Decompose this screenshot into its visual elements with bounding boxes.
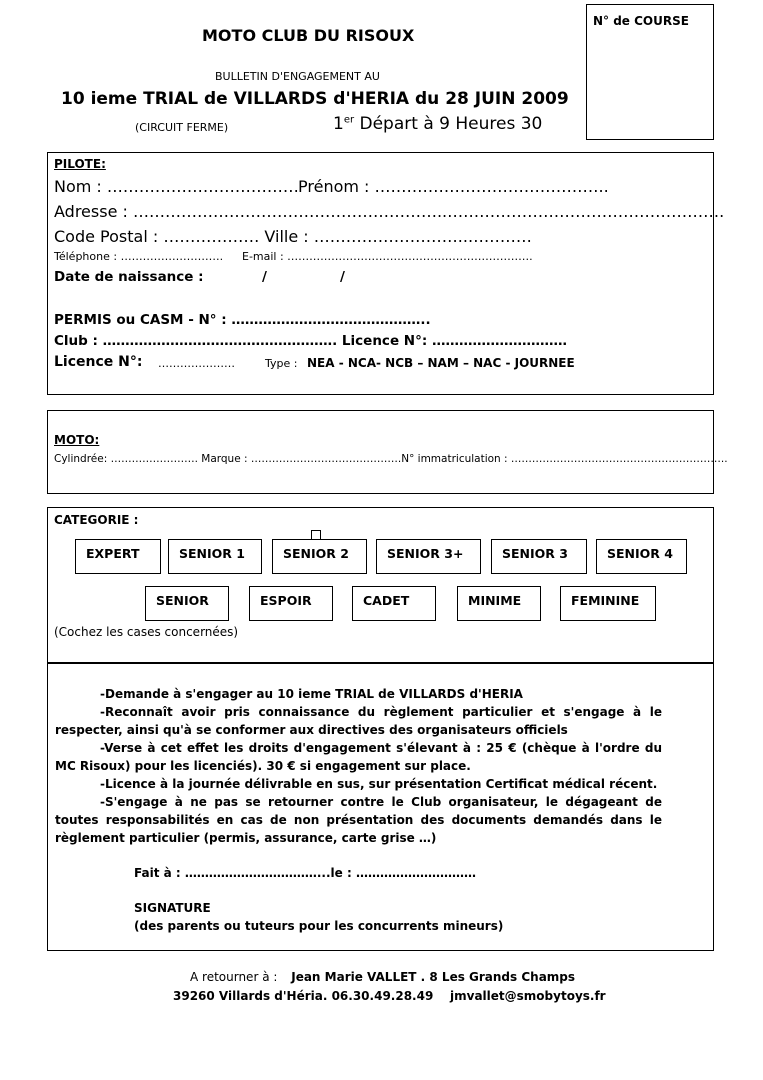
date-slash-2: /	[340, 269, 345, 285]
declaration-p1: -Demande à s'engager au 10 ieme TRIAL de VILLARDS d'HERIA	[100, 687, 523, 701]
permis-field[interactable]: PERMIS ou CASM - N° : ……………………………………..	[54, 312, 431, 328]
nom-field[interactable]: Nom : ………………………………	[54, 177, 299, 196]
bulletin-text: BULLETIN D'ENGAGEMENT AU	[215, 70, 380, 83]
retour-label: A retourner à :	[190, 970, 278, 984]
type-values: NEA - NCA- NCB – NAM – NAC - JOURNEE	[307, 356, 575, 370]
categorie-note: (Cochez les cases concernées)	[54, 625, 239, 639]
category-senior-1[interactable]: SENIOR 1	[168, 539, 262, 574]
fait-field[interactable]: Fait à : ……………………………...le : …………………………	[134, 866, 476, 880]
date-slash-1: /	[262, 269, 267, 285]
club-title: MOTO CLUB DU RISOUX	[202, 26, 415, 45]
circuit-text: (CIRCUIT FERME)	[135, 121, 229, 134]
licence-label: Licence N°:	[54, 354, 143, 370]
date-naissance-label: Date de naissance :	[54, 269, 204, 285]
signature-note: (des parents ou tuteurs pour les concurrents mineurs)	[134, 919, 504, 933]
licence-dots[interactable]: …………………	[158, 357, 235, 370]
signature-label: SIGNATURE	[134, 901, 211, 915]
telephone-field[interactable]: Téléphone : ……………………….	[54, 250, 224, 263]
email-field[interactable]: E-mail : ………………………………………………………….	[242, 250, 533, 263]
footer-line-1	[190, 970, 575, 984]
category-cadet[interactable]: CADET	[352, 586, 436, 621]
adresse-field[interactable]: Adresse : …………………………………………………..…………………………………………….	[54, 202, 725, 221]
pilote-title: PILOTE:	[54, 157, 106, 171]
depart-text: 1er Départ à 9 Heures 30	[333, 114, 543, 134]
category-minime[interactable]: MINIME	[457, 586, 541, 621]
event-title: 10 ieme TRIAL de VILLARDS d'HERIA du 28 JUIN 2009	[61, 89, 569, 109]
club-licence-field[interactable]: Club : ……………………………………………. Licence N°: …………………………	[54, 333, 567, 349]
race-number-box[interactable]	[586, 4, 714, 140]
footer-line-2: 39260 Villards d'Héria. 06.30.49.28.49 jmvallet@smobytoys.fr	[173, 989, 606, 1003]
category-feminine[interactable]: FEMININE	[560, 586, 656, 621]
code-postal-ville-field[interactable]: Code Postal : ……………… Ville : ………………………..…………	[54, 227, 532, 246]
category-senior-4[interactable]: SENIOR 4	[596, 539, 687, 574]
declaration-p4: -Licence à la journée délivrable en sus, sur présentation Certificat médical récent.	[100, 777, 658, 791]
type-label: Type :	[265, 357, 298, 370]
category-senior[interactable]: SENIOR	[145, 586, 229, 621]
retour-address: Jean Marie VALLET . 8 Les Grands Champs	[291, 970, 576, 984]
category-espoir[interactable]: ESPOIR	[249, 586, 333, 621]
declaration-p5: -S'engage à ne pas se retourner contre le Club organisateur, le dégageant de toutes responsabilités en cas de non présentation des documents demandés dans le règlement particulier (permis, assurance, carte grise …)	[55, 795, 662, 845]
declaration-p2: -Reconnaît avoir pris connaissance du règlement particulier et s'engage à le respecter, ainsi qu'à se conformer aux directives des organisateurs officiels	[55, 705, 662, 737]
declaration-text	[55, 685, 662, 847]
category-expert[interactable]: EXPERT	[75, 539, 161, 574]
categorie-section	[47, 507, 714, 663]
moto-title: MOTO:	[54, 433, 100, 447]
category-senior-3[interactable]: SENIOR 3	[491, 539, 587, 574]
category-senior-3-plus[interactable]: SENIOR 3+	[376, 539, 481, 574]
category-senior-2[interactable]: SENIOR 2	[272, 539, 367, 574]
prenom-field[interactable]: Prénom : ……………………………………..	[298, 177, 609, 196]
categorie-title: CATEGORIE :	[54, 513, 139, 527]
moto-details-field[interactable]: Cylindrée: ……………………. Marque : …………………………………….N° immatriculation : ……………………………………………………..	[54, 453, 728, 465]
race-number-label: N° de COURSE	[593, 14, 689, 28]
moto-section	[47, 410, 714, 494]
declaration-p3: -Verse à cet effet les droits d'engagement s'élevant à : 25 € (chèque à l'ordre du MC Risoux) pour les licenciés). 30 € si engagement sur place.	[55, 741, 662, 773]
